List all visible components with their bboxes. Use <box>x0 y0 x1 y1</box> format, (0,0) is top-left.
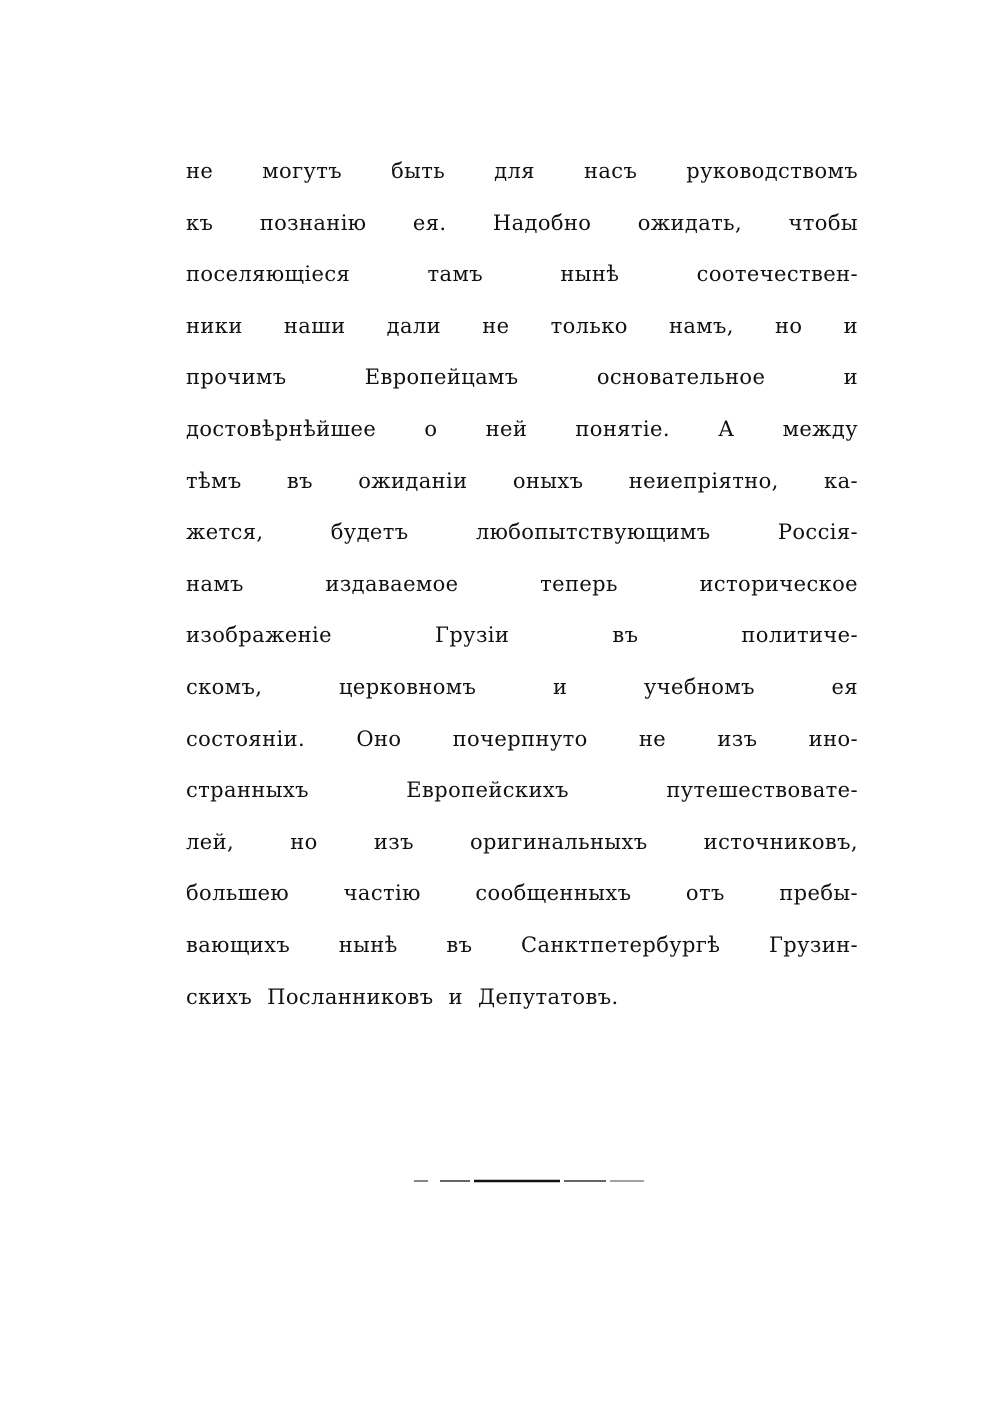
body-text <box>186 146 858 1023</box>
divider-rule <box>414 1178 644 1184</box>
text-line-14: лей, но изъ оригинальныхъ источниковъ, <box>186 829 858 854</box>
text-line-10: изображеніе Грузіи въ политиче- <box>186 623 858 648</box>
text-line-15: большею частію сообщенныхъ отъ пребы- <box>186 881 858 906</box>
section-divider <box>414 1178 644 1184</box>
text-line-3: поселяющіеся тамъ нынѣ соотечествен- <box>186 262 858 287</box>
text-line-2: къ познанію ея. Надобно ожидать, чтобы <box>186 210 858 235</box>
text-line-12: состояніи. Оно почерпнуто не изъ ино- <box>186 726 858 751</box>
text-line-8: жется, будетъ любопытствующимъ Россія- <box>186 520 858 545</box>
text-line-1: не могутъ быть для насъ руководствомъ <box>186 159 858 183</box>
text-line-16: вающихъ нынѣ въ Санктпетербургѣ Грузин- <box>186 932 858 957</box>
text-line-5: прочимъ Европейцамъ основательное и <box>186 365 858 390</box>
text-line-17: скихъ Посланниковъ и Депутатовъ. <box>186 984 619 1009</box>
text-line-13: странныхъ Европейскихъ путешествовате- <box>186 778 858 803</box>
text-line-9: намъ издаваемое теперь историческое <box>186 571 858 596</box>
text-line-11: скомъ, церковномъ и учебномъ ея <box>186 674 858 699</box>
text-line-7: тѣмъ въ ожиданіи оныхъ неиепріятно, ка- <box>186 468 858 493</box>
text-line-6: достовѣрнѣйшее о ней понятіе. А между <box>186 416 858 441</box>
text-line-4: ники наши дали не только намъ, но и <box>186 313 858 338</box>
